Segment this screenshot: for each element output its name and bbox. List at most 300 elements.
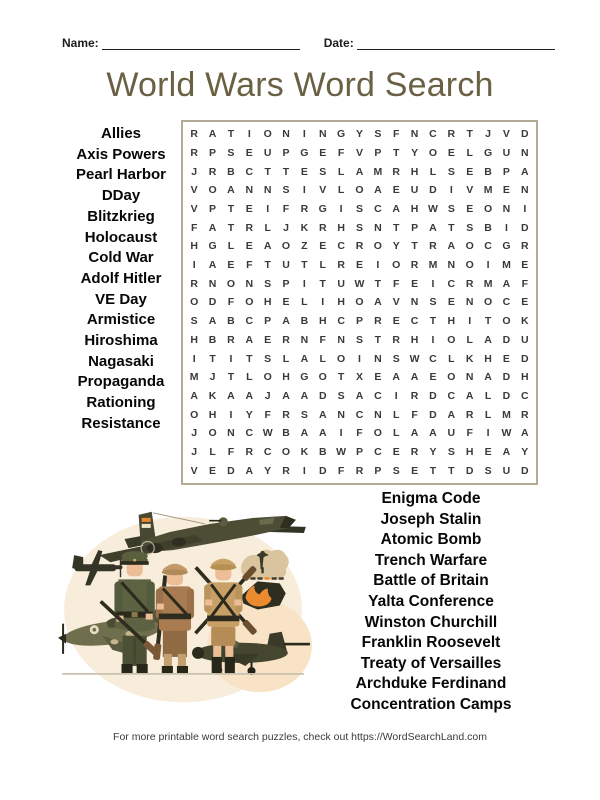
grid-cell: D: [521, 128, 529, 141]
grid-cell: E: [411, 464, 419, 477]
grid-cell: T: [466, 128, 473, 141]
grid-cell: D: [429, 389, 437, 402]
grid-cell: J: [191, 165, 198, 178]
grid-cell: I: [431, 277, 435, 290]
grid-cell: T: [429, 315, 437, 328]
grid-cell: F: [264, 408, 271, 421]
grid-cell: A: [502, 445, 511, 458]
grid-cell: I: [523, 203, 527, 216]
grid-cell: S: [319, 165, 327, 178]
grid-cell: R: [521, 408, 529, 421]
grid-cell: Y: [355, 128, 363, 141]
grid-cell: T: [227, 128, 235, 141]
grid-cell: O: [392, 259, 401, 272]
grid-cell: R: [337, 259, 345, 272]
grid-cell: D: [521, 464, 529, 477]
grid-cell: A: [465, 389, 474, 402]
grid-cell: D: [208, 296, 217, 309]
grid-cell: L: [429, 165, 437, 178]
grid-cell: L: [319, 259, 326, 272]
word-item: Enigma Code: [381, 490, 481, 507]
grid-cell: C: [337, 240, 345, 253]
date-label: Date:: [323, 36, 354, 50]
grid-cell: E: [374, 371, 382, 384]
grid-cell: V: [190, 203, 198, 216]
grid-cell: A: [245, 389, 254, 402]
grid-cell: I: [302, 464, 306, 477]
name-line: [102, 36, 300, 50]
grid-cell: C: [447, 277, 456, 290]
grid-cell: I: [504, 221, 508, 234]
grid-cell: H: [190, 333, 198, 346]
grid-cell: K: [208, 389, 217, 402]
grid-cell: E: [392, 184, 400, 197]
grid-cell: N: [282, 128, 290, 141]
grid-cell: T: [227, 371, 235, 384]
grid-cell: A: [300, 389, 309, 402]
grid-cell: H: [337, 296, 345, 309]
grid-cell: E: [521, 259, 529, 272]
grid-cell: P: [209, 147, 217, 160]
grid-cell: A: [355, 165, 364, 178]
word-item: Pearl Harbor: [75, 166, 167, 184]
grid-cell: A: [484, 371, 492, 384]
grid-cell: E: [466, 165, 474, 178]
grid-cell: T: [227, 203, 235, 216]
grid-cell: R: [190, 277, 198, 290]
page-title: World Wars Word Search: [106, 66, 494, 104]
grid-cell: E: [245, 240, 253, 253]
grid-cell: G: [502, 240, 511, 253]
grid-cell: I: [358, 352, 361, 365]
grid-cell: M: [373, 165, 383, 178]
grid-cell: N: [410, 296, 419, 309]
grid-cell: T: [264, 259, 271, 272]
grid-cell: A: [282, 389, 290, 402]
grid-cell: A: [245, 464, 254, 477]
grid-cell: A: [245, 333, 254, 346]
name-field: [62, 36, 300, 50]
grid-cell: S: [282, 184, 290, 197]
grid-cell: C: [429, 128, 437, 141]
grid-cell: H: [484, 352, 492, 365]
grid-cell: I: [192, 259, 196, 272]
grid-cell: V: [466, 184, 474, 197]
grid-cell: L: [282, 352, 290, 365]
grid-cell: L: [393, 427, 400, 440]
grid-cell: O: [447, 333, 456, 346]
grid-cell: R: [300, 203, 309, 216]
footer-note: For more printable word search puzzles, check out https://WordSearchLand.com: [113, 731, 487, 743]
grid-cell: L: [466, 333, 473, 346]
grid-cell: V: [319, 184, 327, 197]
grid-cell: S: [447, 203, 455, 216]
name-label: Name:: [62, 36, 99, 50]
grid-cell: O: [281, 240, 291, 253]
grid-cell: R: [282, 464, 290, 477]
grid-cell: U: [447, 427, 456, 440]
grid-cell: E: [447, 296, 455, 309]
grid-cell: S: [264, 277, 272, 290]
grid-cell: A: [410, 427, 419, 440]
grid-cell: S: [429, 296, 437, 309]
grid-cell: L: [448, 352, 455, 365]
grid-cell: B: [484, 165, 492, 178]
grid-cell: E: [245, 147, 253, 160]
grid-cell: R: [465, 408, 474, 421]
word-item: Atomic Bomb: [380, 531, 482, 549]
grid-cell: A: [190, 389, 198, 402]
grid-cell: A: [429, 427, 437, 440]
grid-cell: S: [355, 333, 363, 346]
grid-cell: A: [208, 259, 217, 272]
grid-cell: E: [429, 371, 437, 384]
grid-cell: D: [227, 464, 235, 477]
grid-cell: I: [394, 389, 398, 402]
grid-cell: N: [410, 128, 419, 141]
grid-cell: B: [227, 165, 235, 178]
grid-cell: O: [428, 147, 438, 160]
grid-cell: R: [245, 221, 254, 234]
grid-cell: N: [465, 296, 474, 309]
grid-cell: O: [465, 259, 474, 272]
grid-cell: E: [502, 184, 510, 197]
grid-cell: A: [447, 408, 456, 421]
grid-cell: T: [374, 277, 382, 290]
grid-cell: V: [190, 464, 198, 477]
grid-cell: M: [428, 259, 438, 272]
grid-cell: P: [374, 464, 382, 477]
grid-cell: J: [485, 128, 491, 141]
grid-cell: N: [521, 147, 529, 160]
grid-cell: U: [282, 259, 290, 272]
puzzle-grid: [181, 120, 538, 485]
grid-cell: L: [301, 296, 308, 309]
grid-cell: L: [466, 147, 473, 160]
grid-cell: E: [447, 147, 455, 160]
grid-cell: H: [318, 315, 327, 328]
grid-cell: I: [266, 203, 270, 216]
date-field: [324, 36, 555, 50]
grid-cell: T: [393, 221, 400, 234]
grid-cell: Y: [521, 445, 529, 458]
grid-cell: W: [336, 445, 347, 458]
grid-cell: R: [355, 240, 364, 253]
grid-cell: Y: [264, 464, 272, 477]
grid-cell: B: [484, 221, 492, 234]
word-item: Armistice: [86, 311, 156, 329]
grid-cell: E: [411, 277, 419, 290]
grid-cell: R: [392, 165, 401, 178]
grid-cell: L: [246, 371, 253, 384]
word-item: Winston Churchill: [364, 613, 498, 631]
word-list-right: [331, 489, 531, 716]
grid-cell: T: [429, 464, 437, 477]
grid-cell: O: [318, 371, 327, 384]
word-item: Cold War: [88, 249, 154, 267]
word-item: Blitzkrieg: [87, 207, 155, 225]
grid-cell: P: [264, 315, 272, 328]
grid-cell: A: [521, 165, 529, 178]
grid-cell: E: [319, 240, 327, 253]
grid-cell: R: [208, 165, 217, 178]
word-item: Adolf Hitler: [80, 269, 162, 287]
grid-cell: R: [227, 333, 235, 346]
grid-cell: I: [468, 315, 472, 328]
grid-cell: S: [392, 464, 400, 477]
grid-cell: D: [502, 371, 511, 384]
grid-cell: G: [300, 147, 309, 160]
grid-cell: E: [466, 203, 474, 216]
grid-cell: R: [374, 315, 382, 328]
grid-cell: F: [227, 445, 235, 458]
grid-cell: P: [411, 221, 419, 234]
grid-cell: H: [190, 240, 198, 253]
grid-cell: E: [392, 315, 400, 328]
word-item: Axis Powers: [76, 145, 166, 163]
grid-cell: B: [227, 315, 235, 328]
grid-cell: O: [226, 277, 235, 290]
grid-cell: F: [246, 259, 253, 272]
word-list-left: [58, 124, 184, 435]
grid-cell: N: [300, 333, 309, 346]
grid-cell: C: [245, 165, 254, 178]
grid-cell: P: [374, 147, 382, 160]
grid-cell: K: [300, 445, 309, 458]
grid-cell: C: [263, 445, 272, 458]
grid-cell: B: [208, 333, 217, 346]
grid-cell: E: [227, 259, 235, 272]
grid-cell: U: [337, 277, 345, 290]
grid-cell: C: [355, 408, 364, 421]
grid-cell: I: [247, 128, 251, 141]
grid-cell: A: [208, 221, 217, 234]
grid-cell: N: [521, 184, 529, 197]
grid-cell: H: [521, 371, 529, 384]
grid-cell: A: [263, 240, 272, 253]
grid-cell: R: [465, 277, 474, 290]
grid-cell: P: [502, 165, 510, 178]
grid-cell: U: [502, 464, 511, 477]
grid-cell: O: [190, 296, 199, 309]
grid-cell: S: [484, 464, 492, 477]
grid-cell: J: [264, 389, 271, 402]
grid-cell: H: [465, 445, 474, 458]
grid-cell: S: [227, 147, 235, 160]
grid-cell: I: [486, 427, 490, 440]
grid-cell: G: [483, 147, 493, 160]
grid-cell: N: [374, 408, 382, 421]
grid-cell: C: [502, 296, 511, 309]
grid-cell: V: [355, 147, 363, 160]
grid-cell: S: [300, 408, 308, 421]
grid-cell: O: [190, 408, 199, 421]
grid-cell: F: [411, 408, 418, 421]
grid-cell: Y: [411, 147, 419, 160]
word-item: Joseph Stalin: [380, 510, 482, 528]
word-item: Franklin Roosevelt: [361, 634, 501, 652]
grid-cell: R: [190, 128, 198, 141]
grid-cell: R: [282, 408, 290, 421]
grid-cell: A: [318, 408, 327, 421]
grid-cell: E: [209, 464, 217, 477]
grid-cell: M: [483, 184, 493, 197]
grid-cell: T: [484, 315, 492, 328]
grid-cell: C: [374, 203, 382, 216]
grid-cell: I: [321, 296, 325, 309]
grid-cell: O: [208, 427, 217, 440]
grid-cell: E: [484, 445, 492, 458]
grid-cell: R: [318, 221, 327, 234]
grid-cell: Y: [245, 408, 253, 421]
grid-cell: A: [392, 203, 401, 216]
grid-cell: N: [337, 333, 345, 346]
grid-cell: F: [393, 277, 400, 290]
grid-cell: O: [355, 296, 364, 309]
grid-cell: H: [208, 408, 217, 421]
grid-cell: I: [302, 184, 306, 197]
grid-cell: U: [521, 333, 529, 346]
grid-cell: A: [282, 315, 290, 328]
grid-cell: R: [355, 464, 364, 477]
word-item: Archduke Ferdinand: [355, 675, 507, 693]
grid-cell: T: [246, 352, 253, 365]
grid-cell: N: [465, 371, 474, 384]
grid-cell: R: [190, 147, 198, 160]
grid-cell: Y: [429, 445, 437, 458]
grid-cell: B: [318, 445, 327, 458]
grid-cell: T: [301, 259, 308, 272]
grid-cell: F: [319, 333, 326, 346]
grid-cell: N: [337, 408, 345, 421]
grid-cell: R: [521, 240, 529, 253]
grid-cell: I: [431, 333, 435, 346]
grid-cell: A: [502, 277, 511, 290]
grid-cell: K: [465, 352, 474, 365]
grid-cell: R: [410, 445, 419, 458]
grid-cell: S: [337, 389, 345, 402]
grid-cell: W: [409, 352, 420, 365]
grid-cell: Y: [392, 240, 400, 253]
grid-cell: A: [374, 296, 382, 309]
grid-cell: T: [282, 165, 290, 178]
grid-cell: A: [484, 333, 492, 346]
grid-cell: O: [281, 445, 291, 458]
grid-cell: N: [227, 427, 235, 440]
grid-cell: I: [229, 408, 233, 421]
grid-cell: C: [374, 389, 382, 402]
grid-cell: N: [263, 184, 272, 197]
grid-cell: D: [429, 184, 437, 197]
grid-cell: O: [483, 203, 493, 216]
grid-cell: D: [429, 408, 437, 421]
word-item: Battle of Britain: [373, 572, 489, 590]
grid-cell: N: [447, 259, 456, 272]
grid-cell: L: [227, 240, 235, 253]
grid-cell: M: [189, 371, 199, 384]
grid-cell: F: [227, 296, 235, 309]
grid-cell: O: [373, 427, 382, 440]
grid-cell: J: [191, 427, 198, 440]
word-item: Treaty of Versailles: [360, 654, 502, 672]
grid-cell: A: [208, 128, 217, 141]
grid-cell: E: [355, 259, 363, 272]
grid-cell: C: [484, 240, 492, 253]
grid-cell: J: [209, 371, 216, 384]
grid-cell: L: [484, 408, 492, 421]
grid-cell: A: [300, 427, 309, 440]
grid-cell: F: [521, 277, 529, 290]
grid-cell: C: [410, 315, 419, 328]
grid-cell: T: [227, 221, 235, 234]
grid-cell: U: [263, 147, 272, 160]
grid-cell: A: [208, 315, 217, 328]
grid-cell: P: [355, 315, 363, 328]
grid-cell: O: [502, 315, 511, 328]
grid-cell: D: [318, 464, 327, 477]
grid-cell: H: [263, 296, 272, 309]
grid-cell: R: [447, 128, 456, 141]
grid-cell: T: [448, 464, 455, 477]
word-item: Rationing: [86, 394, 156, 412]
grid-cell: S: [190, 315, 198, 328]
word-item: Trench Warfare: [374, 551, 488, 569]
grid-cell: H: [410, 203, 419, 216]
grid-cell: C: [337, 315, 345, 328]
grid-cell: V: [392, 296, 400, 309]
grid-cell: M: [483, 277, 493, 290]
grid-cell: F: [282, 203, 290, 216]
grid-cell: T: [319, 277, 326, 290]
grid-cell: O: [465, 240, 474, 253]
grid-cell: N: [374, 352, 382, 365]
grid-cell: B: [300, 315, 309, 328]
grid-cell: A: [355, 389, 364, 402]
grid-cell: D: [502, 389, 511, 402]
grid-cell: O: [263, 128, 272, 141]
grid-cell: I: [192, 352, 196, 365]
grid-cell: E: [502, 352, 510, 365]
grid-cell: P: [282, 277, 290, 290]
grid-cell: X: [355, 371, 363, 384]
grid-cell: J: [191, 445, 198, 458]
grid-cell: M: [502, 259, 511, 272]
grid-cell: F: [466, 427, 473, 440]
grid-cell: C: [521, 389, 529, 402]
grid-cell: A: [300, 352, 309, 365]
grid-cell: F: [356, 427, 363, 440]
grid-cell: I: [486, 259, 490, 272]
grid-cell: A: [521, 427, 529, 440]
grid-cell: J: [283, 221, 289, 234]
grid-cell: T: [209, 352, 216, 365]
grid-cell: R: [429, 240, 437, 253]
grid-cell: T: [393, 147, 400, 160]
grid-cell: L: [337, 165, 345, 178]
grid-cell: D: [502, 333, 511, 346]
grid-cell: G: [208, 240, 217, 253]
grid-cell: T: [411, 240, 418, 253]
grid-cell: N: [318, 128, 327, 141]
grid-cell: L: [484, 389, 492, 402]
grid-cell: R: [282, 333, 290, 346]
grid-cell: S: [374, 128, 382, 141]
grid-cell: D: [521, 221, 529, 234]
grid-cell: H: [447, 315, 456, 328]
grid-cell: O: [263, 371, 272, 384]
grid-cell: C: [245, 315, 254, 328]
grid-cell: R: [410, 389, 419, 402]
